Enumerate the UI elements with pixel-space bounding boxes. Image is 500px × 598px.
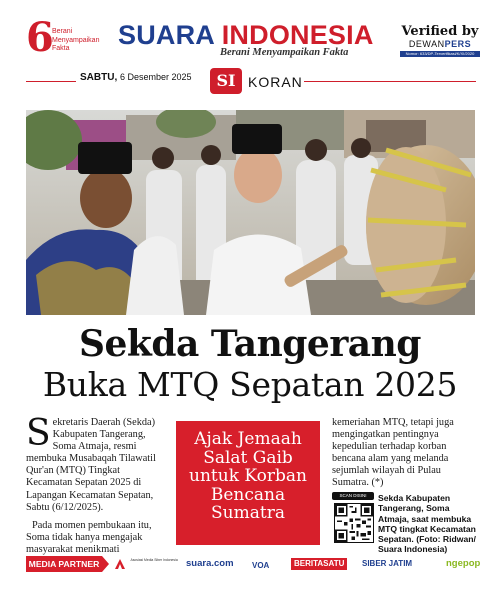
- scan-here-label: SCAN DISINI: [332, 492, 374, 500]
- verification-number: Nomor: 633/DP-Terverifikasi/K/XI/2020: [400, 51, 480, 57]
- verified-by-label: Verified by: [401, 24, 479, 39]
- article-paragraph-3: kemeriahan MTQ, tetapi juga mengingatkan pentingnya kepedulian terhadap korban bencana alam yang melanda sejumlah wilayah di Pulau Sumatra. (*): [332, 417, 454, 489]
- media-partner-arrow: [102, 556, 109, 572]
- brand-name-part2: INDONESIA: [221, 20, 374, 50]
- photo-caption: Sekda Kabupaten Tangerang, Soma Atmaja, saat membuka MTQ tingkat Kecamatan Sepatan. (Foto: Ridwan/ Suara Indonesia): [378, 493, 476, 555]
- dateline-rule-right: [304, 81, 476, 82]
- masthead: [0, 0, 500, 62]
- article-paragraph-1-text: ekretaris Daerah (Sekda) Kabupaten Tangerang, Soma Atmaja, resmi membuka Musabaqah Tilawatil Qur'an (MTQ) Tingkat Kecamatan Sepatan 2025 di Lapangan Kecamatan Sepatan, Sabtu (6/12/2025).: [26, 417, 156, 513]
- brand-logo: [118, 20, 374, 50]
- voa-logo-text: VOA: [252, 561, 270, 570]
- brand-tagline: Berani Menyampaikan Fakta: [220, 47, 349, 58]
- ngepop-logo: ngepop: [446, 558, 481, 569]
- amsi-logo: [114, 558, 180, 570]
- headline-line-1: Sekda Tangerang: [79, 323, 421, 365]
- dewan-pers-logo: [400, 39, 480, 50]
- dateline-bar: [26, 70, 476, 94]
- photo-illustration: [26, 110, 475, 315]
- qr-block: [332, 492, 476, 555]
- dewan-pers-part-a: DEWAN: [408, 39, 445, 49]
- issue-date-text: 6 Desember 2025: [120, 72, 192, 82]
- article-column-left: [26, 413, 160, 556]
- si-logo-badge: SI: [210, 68, 242, 94]
- pull-quote-box: Ajak Jemaah Salat Gaib untuk Korban Bencana Sumatra: [176, 421, 320, 545]
- headline-line-2: Buka MTQ Sepatan 2025: [42, 365, 458, 404]
- article-column-right: [332, 417, 472, 490]
- media-partner-bar: [26, 556, 481, 572]
- anniversary-logo: [26, 14, 100, 61]
- suara-com-logo: suara.com: [186, 558, 234, 569]
- issue-day: SABTU,: [80, 72, 118, 83]
- article-paragraph-1: [26, 413, 160, 514]
- headline-photo: [26, 110, 475, 315]
- dewan-pers-part-b: PERS: [444, 39, 472, 49]
- dateline-rule-left: [26, 81, 76, 82]
- article-paragraph-2: Pada momen pembukaan itu, Soma tidak hanya mengajak masyarakat menikmati: [26, 519, 152, 555]
- qr-code-icon[interactable]: [334, 503, 374, 543]
- voa-logo: [252, 558, 269, 570]
- beritasatu-logo: BERITASATU: [291, 558, 347, 570]
- media-partner-label: MEDIA PARTNER: [26, 556, 102, 572]
- drop-cap: S: [26, 413, 51, 454]
- section-label: KORAN: [248, 74, 303, 90]
- anniversary-tagline: Berani Menyampaikan Fakta: [52, 28, 100, 52]
- siber-jatim-logo: SIBER JATIM: [362, 559, 413, 568]
- amsi-logo-text: Asosiasi Media Siber Indonesia: [130, 558, 178, 562]
- dewan-pers-verified-badge: [400, 24, 480, 57]
- issue-date: [80, 72, 192, 83]
- anniversary-number: 6: [26, 14, 54, 61]
- brand-name-part1: SUARA: [118, 20, 215, 50]
